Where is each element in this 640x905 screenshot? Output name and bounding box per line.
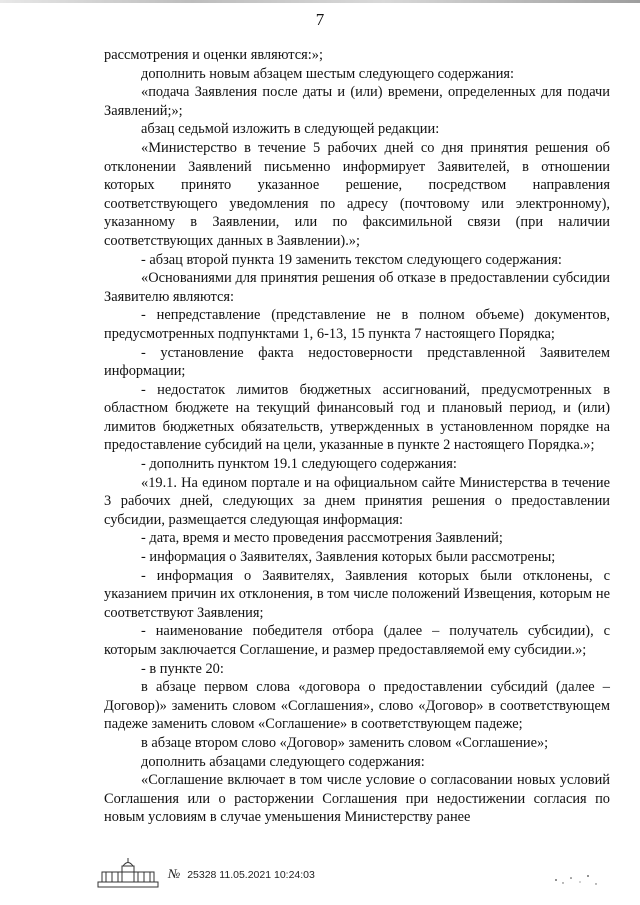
page-footer bbox=[96, 858, 616, 894]
paragraph: абзац седьмой изложить в следующей редакции: bbox=[141, 121, 440, 138]
registration-number-and-date: 25328 11.05.2021 10:24:03 bbox=[187, 869, 315, 881]
paragraph: - дополнить пунктом 19.1 следующего содержания: bbox=[141, 456, 457, 473]
paragraph: «подача Заявления после даты и (или) времени, определенных для подачи Заявлений;»; bbox=[104, 84, 610, 119]
number-symbol: № bbox=[168, 866, 181, 881]
scan-edge bbox=[0, 0, 640, 3]
paragraph: - абзац второй пункта 19 заменить текстом следующего содержания: bbox=[141, 251, 562, 268]
paragraph: - информация о Заявителях, Заявления которых были рассмотрены; bbox=[141, 549, 556, 566]
paragraph: в абзаце втором слово «Договор» заменить словом «Соглашение»; bbox=[141, 734, 549, 751]
paragraph: - установление факта недостоверности представленной Заявителем информации; bbox=[104, 344, 610, 380]
paragraph: - недостаток лимитов бюджетных ассигнований, предусмотренных в областном бюджете на текущий финансовый год и плановый период, и (или) лимитов бюджетных обязательств, утвержденных в установленном порядке на предоставление субсидий на цели, указанные в пункте 2 настоящего Порядка.»; bbox=[104, 381, 610, 454]
paragraph: дополнить абзацами следующего содержания: bbox=[141, 753, 425, 770]
paragraph: в абзаце первом слова «договора о предоставлении субсидий (далее – Договор)» заменить словом «Соглашения», слово «Договор» в соответствующем падеже заменить словом «Соглашение» в соответствующем падеже; bbox=[104, 679, 610, 733]
paragraph: - в пункте 20: bbox=[141, 660, 224, 677]
paragraph: дополнить новым абзацем шестым следующего содержания: bbox=[141, 65, 515, 82]
paragraph: - информация о Заявителях, Заявления которых были отклонены, с указанием причин их отклонения, в том числе положений Извещения, которым не соответствуют Заявления; bbox=[104, 567, 610, 621]
document-registration-info bbox=[168, 866, 315, 882]
page-number: 7 bbox=[315, 10, 325, 29]
paragraph: «Министерство в течение 5 рабочих дней со дня принятия решения об отклонении Заявлений письменно информирует Заявителей, в отношении которых принято указанное решение, посредством направления соответствующего уведомления по адресу (почтовому или электронному), указанному в Заявлении, или по факсимильной связи (при наличии соответствующих данных в Заявлении).»; bbox=[104, 139, 610, 249]
paragraph: «Соглашение включает в том числе условие о согласовании новых условий Соглашения или о расторжении Соглашения при недостижении согласия по новым условиям в случае уменьшения Министерству ранее bbox=[104, 772, 610, 826]
document-body bbox=[104, 46, 610, 827]
paragraph: - дата, время и место проведения рассмотрения Заявлений; bbox=[141, 530, 503, 547]
paragraph: «19.1. На едином портале и на официальном сайте Министерства в течение 3 рабочих дней, следующих за днем принятия решения о предоставлении субсидии, размещается следующая информация: bbox=[104, 474, 610, 528]
paragraph: рассмотрения и оценки являются:»; bbox=[104, 47, 323, 63]
paragraph: «Основаниями для принятия решения об отказе в предоставлении субсидии Заявителю являются: bbox=[104, 270, 610, 305]
paragraph: - наименование победителя отбора (далее – получатель субсидии), с которым заключается Соглашение, и размер предоставляемой ему субсидии.»; bbox=[104, 623, 610, 658]
scan-noise-marks bbox=[536, 858, 626, 888]
paragraph: - непредставление (представление не в полном объеме) документов, предусмотренных подпунктами 1, 6-13, 15 пункта 7 настоящего Порядка; bbox=[104, 307, 610, 342]
government-building-logo-icon bbox=[96, 858, 160, 888]
